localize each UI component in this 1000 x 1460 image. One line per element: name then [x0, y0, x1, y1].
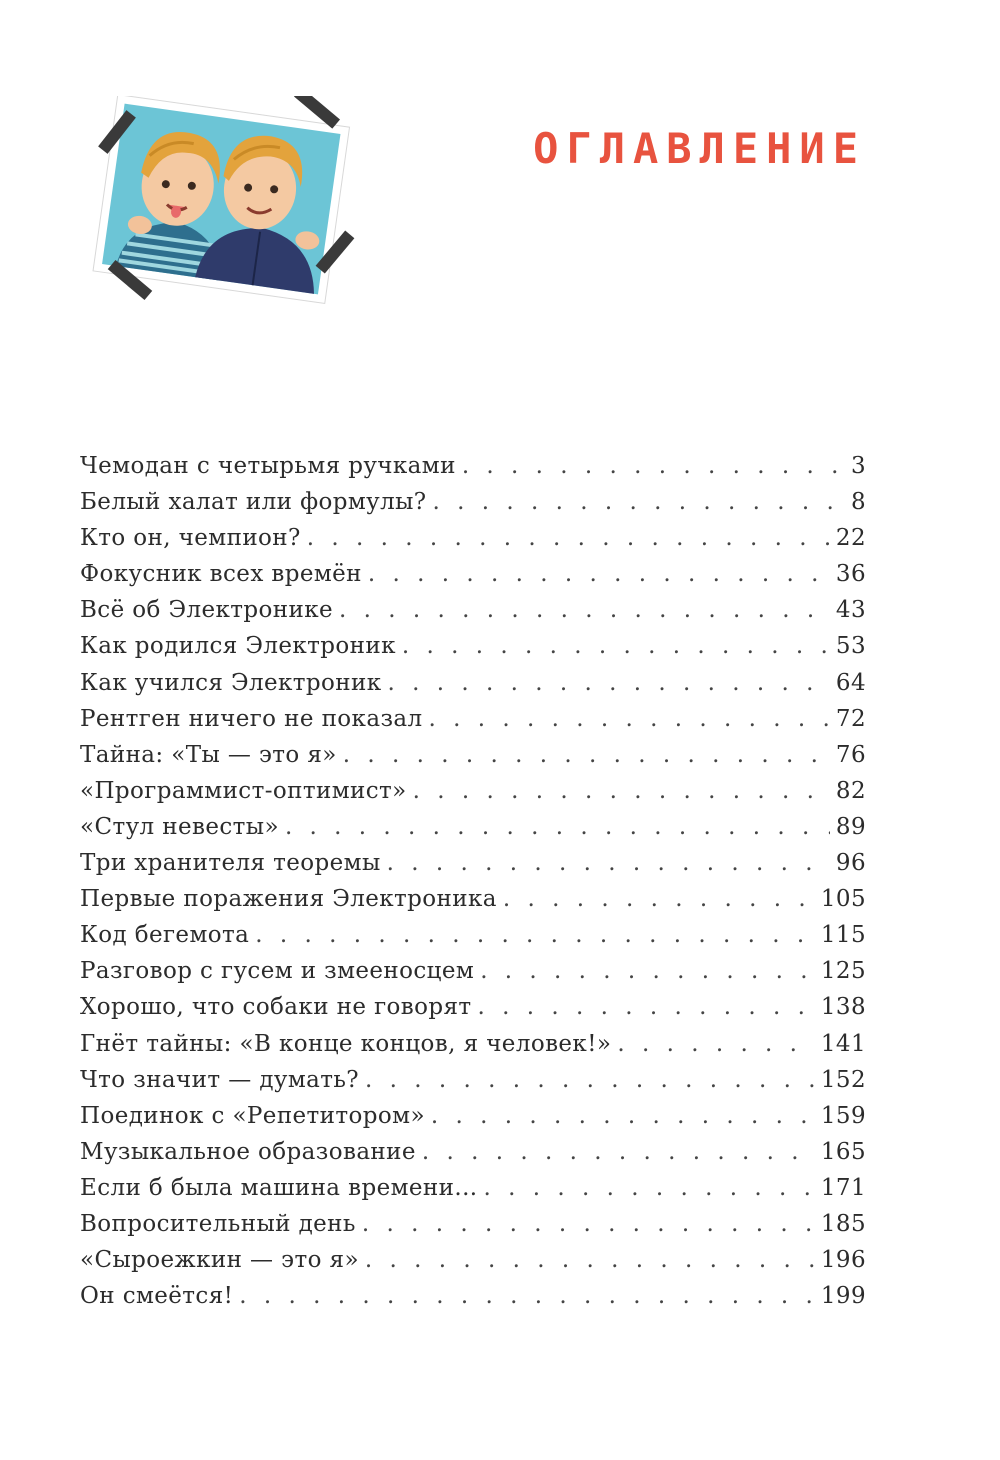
toc-entry[interactable]	[80, 556, 866, 592]
dot-leader	[478, 989, 815, 1025]
toc-entry[interactable]	[80, 1242, 866, 1278]
toc-entry-title: «Программист-оптимист»	[80, 777, 407, 804]
toc-entry-title: Белый халат или формулы?	[80, 489, 427, 516]
toc-entry-title: Рентген ничего не показал	[80, 705, 423, 732]
toc-entry[interactable]	[80, 1026, 866, 1062]
toc-entry-page-number: 8	[850, 489, 866, 516]
toc-entry-title: Фокусник всех времён	[80, 561, 362, 588]
toc-entry[interactable]	[80, 1098, 866, 1134]
dot-leader	[413, 773, 830, 809]
toc-entry-page-number: 165	[820, 1138, 866, 1165]
dot-leader	[343, 737, 830, 773]
photo-of-two-boys-icon	[86, 96, 356, 306]
dot-leader	[387, 845, 830, 881]
toc-entry-title: Всё об Электронике	[80, 597, 334, 624]
toc-entry[interactable]	[80, 484, 866, 520]
toc-entry-page-number: 53	[835, 633, 866, 660]
toc-entry-title: Три хранителя теоремы	[80, 850, 381, 877]
toc-entry[interactable]	[80, 989, 866, 1025]
toc-entry-title: Хорошо, что собаки не говорят	[80, 994, 472, 1021]
dot-leader	[339, 592, 830, 628]
toc-entry[interactable]	[80, 809, 866, 845]
toc-entry[interactable]	[80, 1062, 866, 1098]
toc-entry-title: Чемодан с четырьмя ручками	[80, 453, 456, 479]
dot-leader	[422, 1134, 815, 1170]
dot-leader	[462, 448, 845, 484]
toc-entry-page-number: 185	[820, 1210, 866, 1237]
dot-leader	[429, 701, 830, 737]
toc-entry-page-number: 22	[835, 525, 866, 552]
toc-entry-title: Поединок с «Репетитором»	[80, 1102, 425, 1129]
dot-leader	[239, 1278, 815, 1314]
toc-entry-page-number: 96	[835, 850, 866, 877]
toc-entry-page-number: 141	[820, 1030, 866, 1057]
toc-entry-page-number: 152	[820, 1066, 866, 1093]
toc-entry-title: Код бегемота	[80, 922, 250, 949]
toc-entry[interactable]	[80, 845, 866, 881]
dot-leader	[365, 1062, 815, 1098]
dot-leader	[255, 917, 815, 953]
dot-leader	[402, 628, 830, 664]
toc-entry[interactable]	[80, 737, 866, 773]
toc-entry-title: Если б была машина времени...	[80, 1174, 478, 1201]
toc-entry-page-number: 36	[835, 561, 866, 588]
toc-entry[interactable]	[80, 881, 866, 917]
dot-leader	[365, 1242, 815, 1278]
toc-entry-title: «Сыроежкин — это я»	[80, 1247, 359, 1274]
toc-entry-title: Гнёт тайны: «В конце концов, я человек!»	[80, 1030, 612, 1057]
toc-entry-page-number: 105	[820, 886, 866, 913]
toc-entry-page-number: 138	[820, 994, 866, 1021]
toc-entry[interactable]	[80, 448, 866, 484]
toc-entry-title: Первые поражения Электроника	[80, 886, 497, 913]
dot-leader	[503, 881, 815, 917]
toc-entry[interactable]	[80, 701, 866, 737]
toc-entry-title: «Стул невесты»	[80, 813, 279, 840]
toc-entry-page-number: 82	[835, 777, 866, 804]
table-of-contents	[80, 448, 866, 1314]
toc-entry-title: Кто он, чемпион?	[80, 525, 301, 552]
dot-leader	[433, 484, 845, 520]
toc-entry-page-number: 125	[820, 958, 866, 985]
toc-entry[interactable]	[80, 592, 866, 628]
toc-entry[interactable]	[80, 520, 866, 556]
toc-entry-title: Как родился Электроник	[80, 633, 396, 660]
toc-entry-title: Как учился Электроник	[80, 669, 382, 696]
dot-leader	[484, 1170, 815, 1206]
toc-entry-page-number: 43	[835, 597, 866, 624]
toc-entry[interactable]	[80, 1134, 866, 1170]
toc-entry-page-number: 196	[820, 1247, 866, 1274]
dot-leader	[480, 953, 815, 989]
toc-entry-page-number: 199	[820, 1283, 866, 1310]
toc-entry[interactable]	[80, 917, 866, 953]
dot-leader	[285, 809, 830, 845]
toc-entry-title: Вопросительный день	[80, 1210, 356, 1237]
toc-entry-page-number: 115	[820, 922, 866, 949]
page-title: ОГЛАВЛЕНИЕ	[533, 124, 866, 173]
toc-entry-title: Тайна: «Ты — это я»	[80, 741, 337, 768]
toc-entry-title: Что значит — думать?	[80, 1066, 360, 1093]
toc-entry[interactable]	[80, 1206, 866, 1242]
toc-entry-title: Разговор с гусем и змееносцем	[80, 958, 475, 985]
toc-entry-page-number: 159	[820, 1102, 866, 1129]
dot-leader	[368, 556, 830, 592]
dot-leader	[617, 1026, 815, 1062]
toc-entry-title: Музыкальное образование	[80, 1138, 416, 1165]
dot-leader	[362, 1206, 815, 1242]
toc-entry-page-number: 76	[835, 741, 866, 768]
toc-entry-page-number: 3	[850, 453, 866, 479]
toc-entry[interactable]	[80, 1170, 866, 1206]
toc-entry-page-number: 72	[835, 705, 866, 732]
toc-entry[interactable]	[80, 1278, 866, 1314]
dot-leader	[388, 665, 830, 701]
illustration-photo	[86, 96, 356, 306]
toc-entry-title: Он смеётся!	[80, 1283, 234, 1310]
dot-leader	[431, 1098, 815, 1134]
toc-entry[interactable]	[80, 773, 866, 809]
toc-entry-page-number: 171	[820, 1174, 866, 1201]
toc-entry[interactable]	[80, 953, 866, 989]
toc-entry-page-number: 64	[835, 669, 866, 696]
dot-leader	[307, 520, 830, 556]
toc-entry[interactable]	[80, 628, 866, 664]
toc-entry-page-number: 89	[835, 813, 866, 840]
toc-entry[interactable]	[80, 665, 866, 701]
